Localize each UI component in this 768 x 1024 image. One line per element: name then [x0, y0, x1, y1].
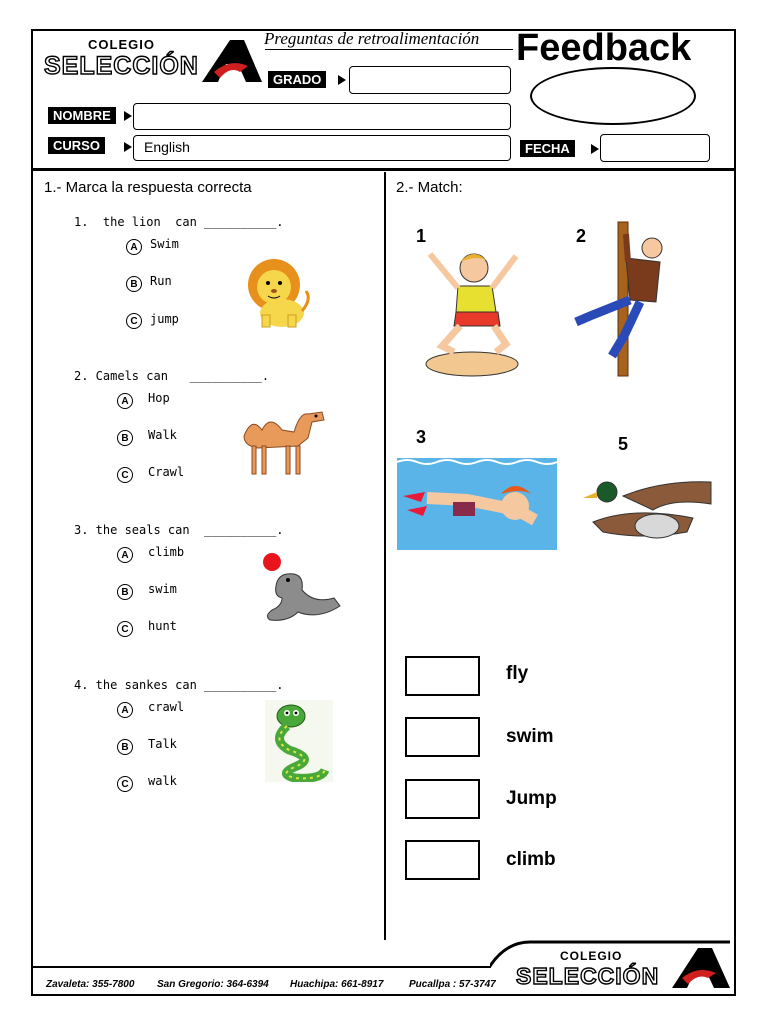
- option-circle-a[interactable]: A: [117, 393, 133, 409]
- picture-number: 3: [416, 427, 427, 447]
- option-circle-c[interactable]: C: [117, 467, 133, 483]
- match-answer-box[interactable]: [405, 656, 480, 696]
- footer-phone-huachipa: Huachipa: 661-8917: [290, 979, 384, 990]
- section2-title: 2.- Match:: [396, 179, 463, 196]
- logo-seleccion-text: SELECCIÓN: [44, 52, 199, 80]
- footer-phone-zavaleta: Zavaleta: 355-7800: [46, 979, 135, 990]
- subtitle: Preguntas de retroalimentación: [264, 29, 480, 48]
- section1-title: 1.- Marca la respuesta correcta: [44, 179, 252, 196]
- seal-image: [258, 550, 342, 626]
- picture-number: 1: [416, 226, 427, 246]
- option-circle-c[interactable]: C: [126, 313, 142, 329]
- grado-field[interactable]: [349, 66, 511, 94]
- fecha-field[interactable]: [600, 134, 710, 162]
- option-circle-c[interactable]: C: [117, 776, 133, 792]
- camel-image: [238, 402, 328, 482]
- subtitle-underline: [265, 49, 513, 50]
- match-word: fly: [506, 663, 529, 684]
- picture-number: 5: [618, 434, 629, 454]
- arrow-icon: [124, 111, 132, 121]
- option-circle-b[interactable]: B: [126, 276, 142, 292]
- match-answer-box[interactable]: [405, 840, 480, 880]
- nombre-label: NOMBRE: [48, 107, 116, 124]
- column-divider: [384, 172, 386, 940]
- option-text: walk: [148, 774, 177, 788]
- option-text: crawl: [148, 700, 185, 714]
- footer-logo-seleccion: SELECCIÓN: [516, 963, 660, 989]
- option-circle-a[interactable]: A: [117, 547, 133, 563]
- header-divider: [31, 168, 736, 171]
- footer-logo-colegio: COLEGIO: [560, 949, 623, 963]
- logo-a-icon: [200, 38, 264, 84]
- footer-line: [31, 966, 491, 968]
- nombre-field[interactable]: [133, 103, 511, 130]
- option-text: swim: [148, 582, 177, 596]
- question-3: 3. the seals can __________.: [74, 523, 284, 537]
- question-2: 2. Camels can __________.: [74, 369, 270, 383]
- option-text: Talk: [148, 737, 177, 751]
- option-circle-b[interactable]: B: [117, 430, 133, 446]
- arrow-icon: [338, 75, 346, 85]
- arrow-icon: [591, 144, 599, 154]
- footer-phone-san-gregorio: San Gregorio: 364-6394: [157, 979, 269, 990]
- option-text: jump: [150, 312, 179, 326]
- arrow-icon: [124, 142, 132, 152]
- option-circle-b[interactable]: B: [117, 584, 133, 600]
- option-text: Crawl: [148, 465, 185, 479]
- boy-swimming-image: [397, 458, 557, 550]
- curso-field[interactable]: English: [133, 135, 511, 161]
- match-word: swim: [506, 726, 554, 747]
- grade-oval: [530, 67, 696, 125]
- option-circle-b[interactable]: B: [117, 739, 133, 755]
- option-circle-a[interactable]: A: [126, 239, 142, 255]
- option-circle-a[interactable]: A: [117, 702, 133, 718]
- boy-climbing-image: [570, 218, 670, 378]
- option-text: Swim: [150, 237, 179, 251]
- footer-logo-a-icon: [670, 946, 732, 990]
- logo-colegio-text: COLEGIO: [88, 37, 155, 52]
- option-text: climb: [148, 545, 185, 559]
- question-1: 1. the lion can __________.: [74, 215, 284, 229]
- option-circle-c[interactable]: C: [117, 621, 133, 637]
- option-text: Hop: [148, 391, 170, 405]
- match-answer-box[interactable]: [405, 717, 480, 757]
- match-word: climb: [506, 849, 556, 870]
- grado-label: GRADO: [268, 71, 326, 88]
- boy-jumping-image: [420, 240, 526, 378]
- question-4: 4. the sankes can __________.: [74, 678, 284, 692]
- fecha-label: FECHA: [520, 140, 575, 157]
- curso-label: CURSO: [48, 137, 105, 154]
- option-text: Run: [150, 274, 172, 288]
- duck-flying-image: [583, 470, 713, 546]
- snake-image: [265, 700, 333, 782]
- match-word: Jump: [506, 788, 557, 809]
- feedback-title: Feedback: [516, 27, 692, 69]
- option-text: Walk: [148, 428, 177, 442]
- picture-number: 2: [576, 226, 587, 246]
- lion-image: [238, 255, 314, 331]
- match-answer-box[interactable]: [405, 779, 480, 819]
- option-text: hunt: [148, 619, 177, 633]
- footer-phone-pucallpa: Pucallpa : 57-3747: [409, 979, 496, 990]
